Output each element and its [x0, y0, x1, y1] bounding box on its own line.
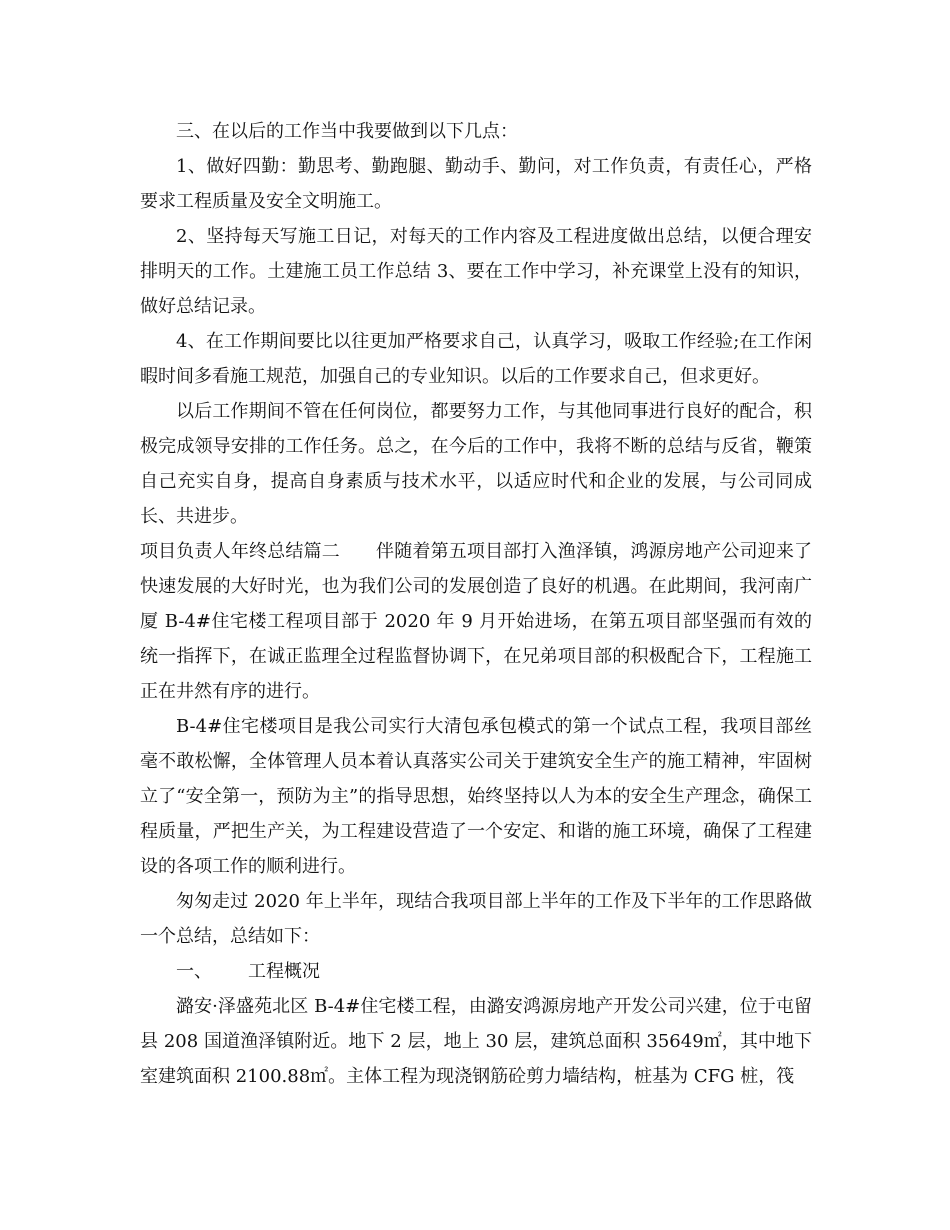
section-title: 项目负责人年终总结篇二: [140, 541, 340, 562]
paragraph-point-4: 4、在工作期间要比以往更加严格要求自己，认真学习，吸取工作经验;在工作闲暇时间多看施工规范，加强自己的专业知识。以后的工作要求自己，但求更好。: [140, 331, 812, 387]
paragraph-points-heading: 三、在以后的工作当中我要做到以下几点：: [176, 121, 518, 142]
section-heading: [140, 954, 812, 989]
paragraph-project-description: B-4#住宅楼项目是我公司实行大清包承包模式的第一个试点工程，我项目部丝毫不敢松懈，全体管理人员本着认真落实公司关于建筑安全生产的施工精神，牢固树立了“安全第一，预防为主”的指导思想，始终坚持以人为本的安全生产理念，确保工程质量，严把生产关，为工程建设营造了一个安定、和谐的施工环境，确保了工程建设的各项工作的顺利进行。: [140, 716, 812, 877]
section-heading-text: 工程概况: [248, 961, 320, 982]
section-two-intro-text: 伴随着第五项目部打入渔泽镇，鸿源房地产公司迎来了快速发展的大好时光，也为我们公司的发展创造了良好的机遇。在此期间，我河南广厦 B-4#住宅楼工程项目部于 2020 年 9 月开始进场，在第五项目部坚强而有效的统一指挥下，在诚正监理全过程监督协调下，在兄弟项目部的积极配合下，工程施工正在井然有序的进行。: [140, 541, 813, 702]
document-body: [140, 114, 812, 1094]
paragraph-summary-intro: 匆匆走过 2020 年上半年，现结合我项目部上半年的工作及下半年的工作思路做一个总结，总结如下：: [140, 891, 812, 947]
section-heading-number: 一、: [176, 961, 212, 982]
paragraph-future-work: 以后工作期间不管在任何岗位，都要努力工作，与其他同事进行良好的配合，积极完成领导安排的工作任务。总之，在今后的工作中，我将不断的总结与反省，鞭策自己充实自身，提高自身素质与技术水平，以适应时代和企业的发展，与公司同成长、共进步。: [140, 401, 812, 527]
paragraph-point-2-3: 2、坚持每天写施工日记，对每天的工作内容及工程进度做出总结，以便合理安排明天的工作。土建施工员工作总结 3、要在工作中学习，补充课堂上没有的知识，做好总结记录。: [140, 226, 812, 317]
paragraph-point-1: 1、做好四勤：勤思考、勤跑腿、勤动手、勤问，对工作负责，有责任心，严格要求工程质量及安全文明施工。: [140, 156, 812, 212]
paragraph-project-overview: 潞安·泽盛苑北区 B-4#住宅楼工程，由潞安鸿源房地产开发公司兴建，位于屯留县 208 国道渔泽镇附近。地下 2 层，地上 30 层，建筑总面积 35649㎡，其中地下室建筑面积 2100.88㎡。主体工程为现浇钢筋砼剪力墙结构，桩基为 CFG 桩，筏: [140, 996, 812, 1087]
paragraph-section-two-intro: [140, 534, 812, 709]
